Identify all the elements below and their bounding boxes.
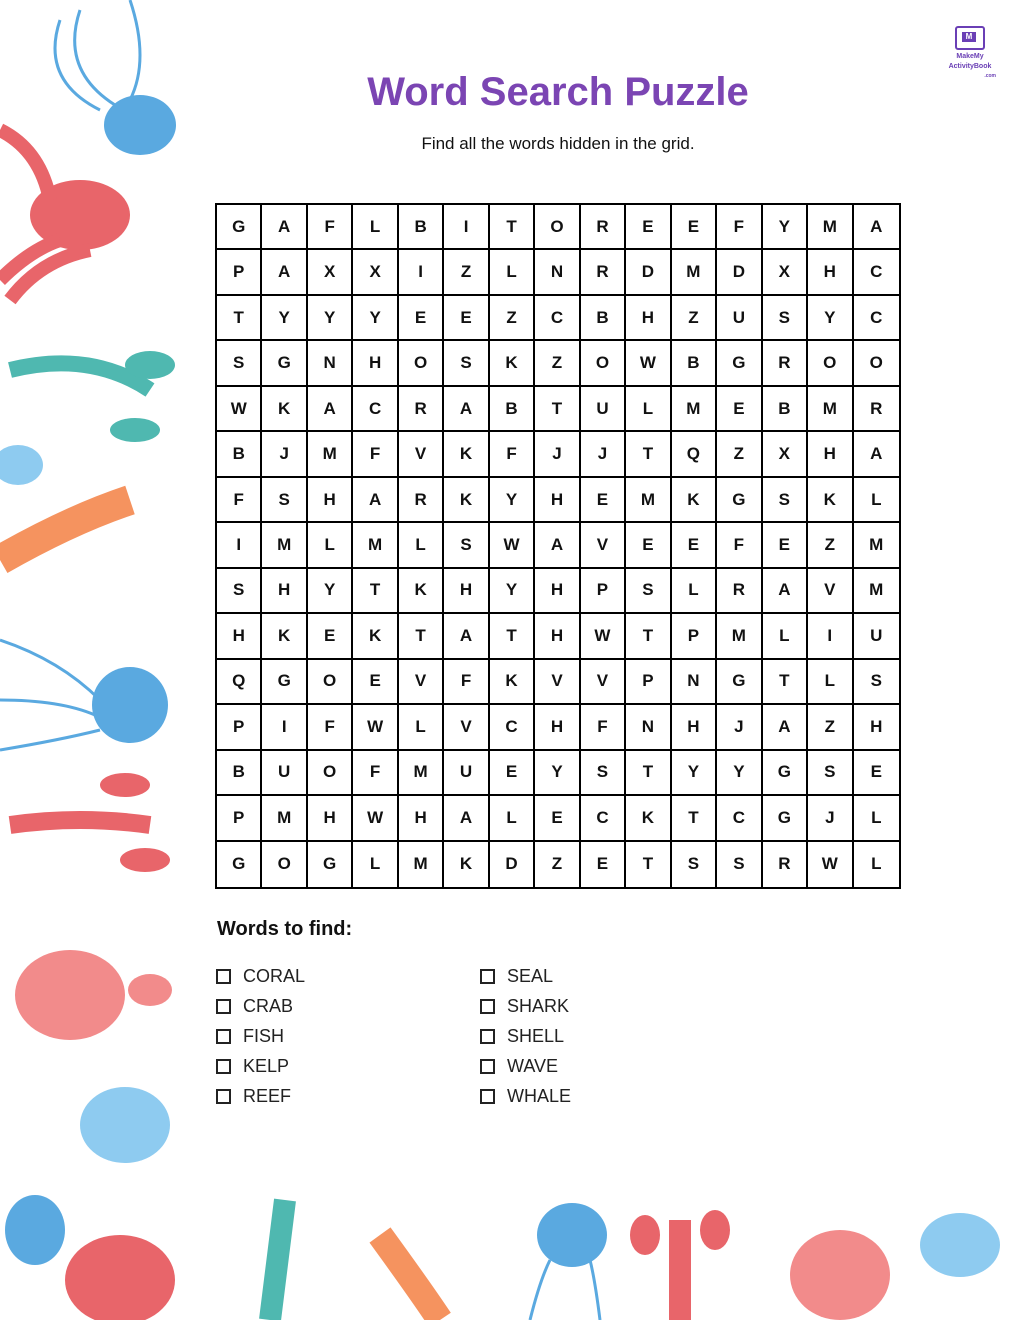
grid-cell[interactable]: Z [808,523,853,568]
jellyfish-icon [530,1203,607,1320]
grid-cell[interactable]: A [444,796,489,841]
grid-cell[interactable]: J [717,705,762,750]
grid-cell[interactable]: W [581,614,626,659]
grid-cell[interactable]: A [535,523,580,568]
grid-cell[interactable]: I [808,614,853,659]
crab-icon [80,1087,170,1163]
grid-cell[interactable]: F [581,705,626,750]
grid-cell[interactable]: X [763,250,808,295]
grid-cell[interactable]: H [353,341,398,386]
word-label: KELP [243,1055,290,1076]
grid-cell[interactable]: R [581,205,626,250]
page-title: Word Search Puzzle [367,70,749,114]
grid-cell[interactable]: H [535,569,580,614]
grid-cell[interactable]: R [763,341,808,386]
word-checkbox[interactable] [480,1029,495,1044]
grid-cell[interactable]: L [353,205,398,250]
grid-cell[interactable]: Y [308,296,353,341]
grid-cell[interactable]: R [399,478,444,523]
grid-cell[interactable]: A [308,387,353,432]
grid-cell[interactable]: L [672,569,717,614]
grid-cell[interactable]: C [353,387,398,432]
grid-cell[interactable]: P [217,796,262,841]
grid-cell[interactable]: N [308,341,353,386]
grid-cell[interactable]: V [581,660,626,705]
grid-cell[interactable]: P [217,705,262,750]
grid-cell[interactable]: E [672,523,717,568]
word-item [216,961,305,991]
word-checkbox[interactable] [480,1089,495,1104]
grid-cell[interactable]: M [672,250,717,295]
grid-cell[interactable]: S [626,569,671,614]
word-item [480,1021,571,1051]
grid-cell[interactable]: E [581,842,626,887]
word-label: REEF [243,1085,292,1106]
grid-cell[interactable]: M [262,796,307,841]
grid-cell[interactable]: K [672,478,717,523]
grid-cell[interactable]: B [672,341,717,386]
grid-cell[interactable]: P [626,660,671,705]
grid-cell[interactable]: H [626,296,671,341]
grid-cell[interactable]: H [399,796,444,841]
grid-cell[interactable]: O [854,341,899,386]
grid-cell[interactable]: L [808,660,853,705]
grid-cell[interactable]: S [581,751,626,796]
lobster-icon [10,773,170,872]
grid-cell[interactable]: H [854,705,899,750]
grid-cell[interactable]: T [490,614,535,659]
grid-cell[interactable]: A [444,614,489,659]
grid-cell[interactable]: E [672,205,717,250]
makemyactivitybook-logo: M MakeMy ActivityBook .com [944,26,996,80]
word-list-column-2 [480,961,571,1111]
word-item [480,1051,571,1081]
grid-cell[interactable]: T [763,660,808,705]
grid-cell[interactable]: G [763,751,808,796]
grid-cell[interactable]: M [854,569,899,614]
grid-cell[interactable]: K [808,478,853,523]
grid-cell[interactable]: T [399,614,444,659]
grid-cell[interactable]: Y [308,569,353,614]
octopus-icon [0,130,130,300]
word-checkbox[interactable] [480,969,495,984]
grid-cell[interactable]: Y [535,751,580,796]
grid-cell[interactable]: I [217,523,262,568]
grid-cell[interactable]: P [672,614,717,659]
grid-cell[interactable]: G [717,478,762,523]
grid-cell[interactable]: E [399,296,444,341]
grid-cell[interactable]: Z [490,296,535,341]
grid-cell[interactable]: G [308,842,353,887]
word-item [480,961,571,991]
grid-cell[interactable]: L [399,523,444,568]
grid-cell[interactable]: D [717,250,762,295]
words-heading: Words to find: [217,918,353,940]
grid-cell[interactable]: H [262,569,307,614]
grid-cell[interactable]: R [854,387,899,432]
grid-cell[interactable]: S [217,341,262,386]
grid-cell[interactable]: L [399,705,444,750]
grid-cell[interactable]: L [626,387,671,432]
word-label: CRAB [243,995,294,1016]
grid-cell[interactable]: T [353,569,398,614]
grid-cell[interactable]: H [308,478,353,523]
grid-cell[interactable]: Z [717,432,762,477]
grid-cell[interactable]: B [581,296,626,341]
grid-cell[interactable]: A [763,705,808,750]
grid-cell[interactable]: D [626,250,671,295]
grid-cell[interactable]: X [308,250,353,295]
grid-cell[interactable]: A [262,205,307,250]
grid-cell[interactable]: X [763,432,808,477]
grid-cell[interactable]: G [717,341,762,386]
grid-cell[interactable]: L [353,842,398,887]
crab-icon [920,1213,1000,1277]
grid-cell[interactable]: S [444,341,489,386]
grid-cell[interactable]: E [717,387,762,432]
grid-cell[interactable]: C [535,296,580,341]
grid-cell[interactable]: F [490,432,535,477]
grid-cell[interactable]: V [581,523,626,568]
grid-cell[interactable]: K [262,387,307,432]
grid-cell[interactable]: F [308,205,353,250]
grid-cell[interactable]: E [535,796,580,841]
grid-cell[interactable]: B [217,751,262,796]
squid-icon [0,500,130,560]
grid-cell[interactable]: M [672,387,717,432]
word-checkbox[interactable] [216,1059,231,1074]
grid-cell[interactable]: Y [717,751,762,796]
grid-cell[interactable]: E [353,660,398,705]
grid-cell[interactable]: H [808,250,853,295]
grid-cell[interactable]: L [854,796,899,841]
grid-cell[interactable]: T [626,751,671,796]
grid-cell[interactable]: C [854,250,899,295]
grid-cell[interactable]: Q [217,660,262,705]
grid-cell[interactable]: A [763,569,808,614]
grid-cell[interactable]: C [581,796,626,841]
grid-cell[interactable]: P [217,250,262,295]
grid-cell[interactable]: K [399,569,444,614]
grid-cell[interactable]: Y [490,478,535,523]
grid-cell[interactable]: K [490,660,535,705]
grid-cell[interactable]: S [444,523,489,568]
grid-cell[interactable]: Z [672,296,717,341]
grid-cell[interactable]: Z [808,705,853,750]
grid-cell[interactable]: M [626,478,671,523]
grid-cell[interactable]: G [217,842,262,887]
grid-cell[interactable]: M [854,523,899,568]
grid-cell[interactable]: H [808,432,853,477]
word-checkbox[interactable] [216,1089,231,1104]
grid-cell[interactable]: W [490,523,535,568]
jellyfish-icon [5,1195,65,1265]
grid-cell[interactable]: O [399,341,444,386]
grid-cell[interactable]: E [854,751,899,796]
grid-cell[interactable]: E [626,205,671,250]
grid-cell[interactable]: S [262,478,307,523]
jellyfish-icon [0,640,168,750]
grid-cell[interactable]: F [308,705,353,750]
grid-cell[interactable]: M [808,387,853,432]
grid-cell[interactable]: W [217,387,262,432]
grid-cell[interactable]: B [490,387,535,432]
grid-cell[interactable]: Z [535,341,580,386]
grid-cell[interactable]: E [444,296,489,341]
grid-cell[interactable]: I [444,205,489,250]
grid-cell[interactable]: J [262,432,307,477]
grid-cell[interactable]: G [717,660,762,705]
grid-cell[interactable]: K [490,341,535,386]
grid-cell[interactable]: Y [763,205,808,250]
grid-cell[interactable]: K [444,478,489,523]
grid-cell[interactable]: F [353,432,398,477]
grid-cell[interactable]: U [581,387,626,432]
grid-cell[interactable]: M [353,523,398,568]
grid-cell[interactable]: S [717,842,762,887]
grid-cell[interactable]: A [854,432,899,477]
grid-cell[interactable]: Q [672,432,717,477]
turtle-icon [15,950,172,1040]
grid-cell[interactable]: F [217,478,262,523]
grid-cell[interactable]: F [444,660,489,705]
grid-cell[interactable]: E [308,614,353,659]
grid-cell[interactable]: J [535,432,580,477]
grid-cell[interactable]: R [717,569,762,614]
grid-cell[interactable]: L [871,854,882,874]
grid-cell[interactable]: B [763,387,808,432]
grid-cell[interactable]: L [490,796,535,841]
octopus-icon [65,1235,175,1320]
grid-cell[interactable]: W [353,796,398,841]
word-label: WAVE [507,1055,559,1076]
grid-cell[interactable]: I [399,250,444,295]
grid-cell[interactable]: Y [353,296,398,341]
grid-cell[interactable]: W [626,341,671,386]
word-label: SHELL [507,1025,565,1046]
grid-cell[interactable]: S [672,842,717,887]
grid-cell[interactable]: H [308,796,353,841]
word-label: FISH [243,1025,285,1046]
grid-cell[interactable]: T [626,842,671,887]
grid-cell[interactable]: G [262,341,307,386]
word-label: WHALE [507,1085,572,1106]
grid-cell[interactable]: B [399,205,444,250]
word-checkbox[interactable] [216,999,231,1014]
grid-cell[interactable]: W [808,842,853,887]
grid-cell[interactable]: N [672,660,717,705]
grid-cell[interactable]: R [581,250,626,295]
grid-cell[interactable]: V [444,705,489,750]
grid-cell[interactable]: P [581,569,626,614]
grid-cell[interactable]: E [626,523,671,568]
grid-cell[interactable]: C [717,796,762,841]
grid-cell[interactable]: M [308,432,353,477]
grid-cell[interactable]: E [763,523,808,568]
word-checkbox[interactable] [480,999,495,1014]
word-item [216,1021,305,1051]
grid-cell[interactable]: K [444,432,489,477]
word-item [216,991,305,1021]
grid-cell[interactable]: T [626,432,671,477]
book-icon: M [955,26,985,50]
grid-cell[interactable]: K [626,796,671,841]
grid-cell[interactable]: U [262,751,307,796]
grid-cell[interactable]: Y [672,751,717,796]
grid-cell[interactable]: C [490,705,535,750]
grid-cell[interactable]: R [763,842,808,887]
grid-cell[interactable]: M [717,614,762,659]
grid-cell[interactable]: Y [490,569,535,614]
grid-cell[interactable]: K [262,614,307,659]
grid-cell[interactable]: G [763,796,808,841]
grid-cell[interactable]: M [399,842,444,887]
word-checkbox[interactable] [216,1029,231,1044]
grid-cell[interactable]: T [490,205,535,250]
lobster-icon [270,1200,285,1320]
grid-cell[interactable]: H [535,614,580,659]
grid-cell[interactable]: H [535,478,580,523]
grid-cell[interactable]: M [808,205,853,250]
grid-cell[interactable]: S [808,751,853,796]
grid-cell[interactable]: F [353,751,398,796]
grid-cell[interactable]: V [399,432,444,477]
grid-cell[interactable]: E [581,478,626,523]
grid-cell[interactable]: T [535,387,580,432]
grid-cell[interactable]: U [854,614,899,659]
grid-cell[interactable]: L [763,614,808,659]
word-item [216,1081,305,1111]
grid-cell[interactable]: U [444,751,489,796]
grid-cell[interactable]: E [490,751,535,796]
grid-cell[interactable]: S [763,296,808,341]
fish-icon [0,445,43,485]
grid-cell[interactable]: J [581,432,626,477]
grid-cell[interactable]: L [308,523,353,568]
grid-cell[interactable]: H [672,705,717,750]
squid-icon [380,1235,440,1320]
word-item [216,1051,305,1081]
grid-cell[interactable]: K [353,614,398,659]
grid-cell[interactable]: I [262,705,307,750]
grid-cell[interactable]: X [353,250,398,295]
grid-cell[interactable]: Y [808,296,853,341]
lobster-icon [10,351,175,442]
word-list-column-1 [216,961,305,1111]
grid-cell[interactable]: A [854,205,899,250]
grid-cell[interactable]: R [399,387,444,432]
instructions: Find all the words hidden in the grid. [421,134,695,153]
lobster-icon [630,1210,730,1320]
grid-cell[interactable]: F [717,523,762,568]
grid-cell[interactable]: O [581,341,626,386]
grid-cell[interactable]: T [672,796,717,841]
word-label: CORAL [243,965,306,986]
grid-cell[interactable]: H [444,569,489,614]
grid-cell[interactable]: G [217,205,262,250]
grid-cell[interactable]: G [262,660,307,705]
word-item [480,991,571,1021]
grid-cell[interactable]: S [763,478,808,523]
grid-cell[interactable]: B [217,432,262,477]
grid-cell[interactable]: Z [535,842,580,887]
grid-cell[interactable]: O [262,842,307,887]
grid-cell[interactable]: J [808,796,853,841]
word-label: SEAL [507,965,554,986]
grid-cell[interactable]: V [808,569,853,614]
word-item [480,1081,571,1111]
grid-cell[interactable]: L [854,478,899,523]
grid-cell[interactable]: O [535,205,580,250]
letter-grid [215,203,901,889]
grid-cell[interactable]: A [444,387,489,432]
turtle-icon [790,1230,890,1320]
grid-cell[interactable]: V [399,660,444,705]
grid-cell[interactable]: O [808,341,853,386]
grid-cell[interactable]: D [490,842,535,887]
grid-cell[interactable]: C [854,296,899,341]
grid-cell[interactable]: T [626,614,671,659]
grid-cell[interactable]: N [535,250,580,295]
grid-cell[interactable]: N [626,705,671,750]
word-checkbox[interactable] [480,1059,495,1074]
grid-cell[interactable]: H [535,705,580,750]
grid-cell[interactable]: A [353,478,398,523]
grid-cell[interactable]: L [490,250,535,295]
grid-cell[interactable]: W [353,705,398,750]
grid-cell[interactable]: S [217,569,262,614]
grid-cell[interactable]: Y [262,296,307,341]
grid-cell[interactable]: V [535,660,580,705]
grid-cell[interactable]: U [717,296,762,341]
grid-cell[interactable]: F [717,205,762,250]
grid-cell[interactable]: M [262,523,307,568]
word-label: SHARK [507,995,570,1016]
word-checkbox[interactable] [216,969,231,984]
grid-cell[interactable]: Z [444,250,489,295]
grid-cell[interactable]: K [444,842,489,887]
grid-cell[interactable]: H [217,614,262,659]
grid-cell[interactable]: O [308,660,353,705]
grid-cell[interactable]: T [217,296,262,341]
grid-cell[interactable]: A [262,250,307,295]
grid-cell[interactable]: O [308,751,353,796]
grid-cell[interactable]: M [399,751,444,796]
grid-cell[interactable]: S [854,660,899,705]
